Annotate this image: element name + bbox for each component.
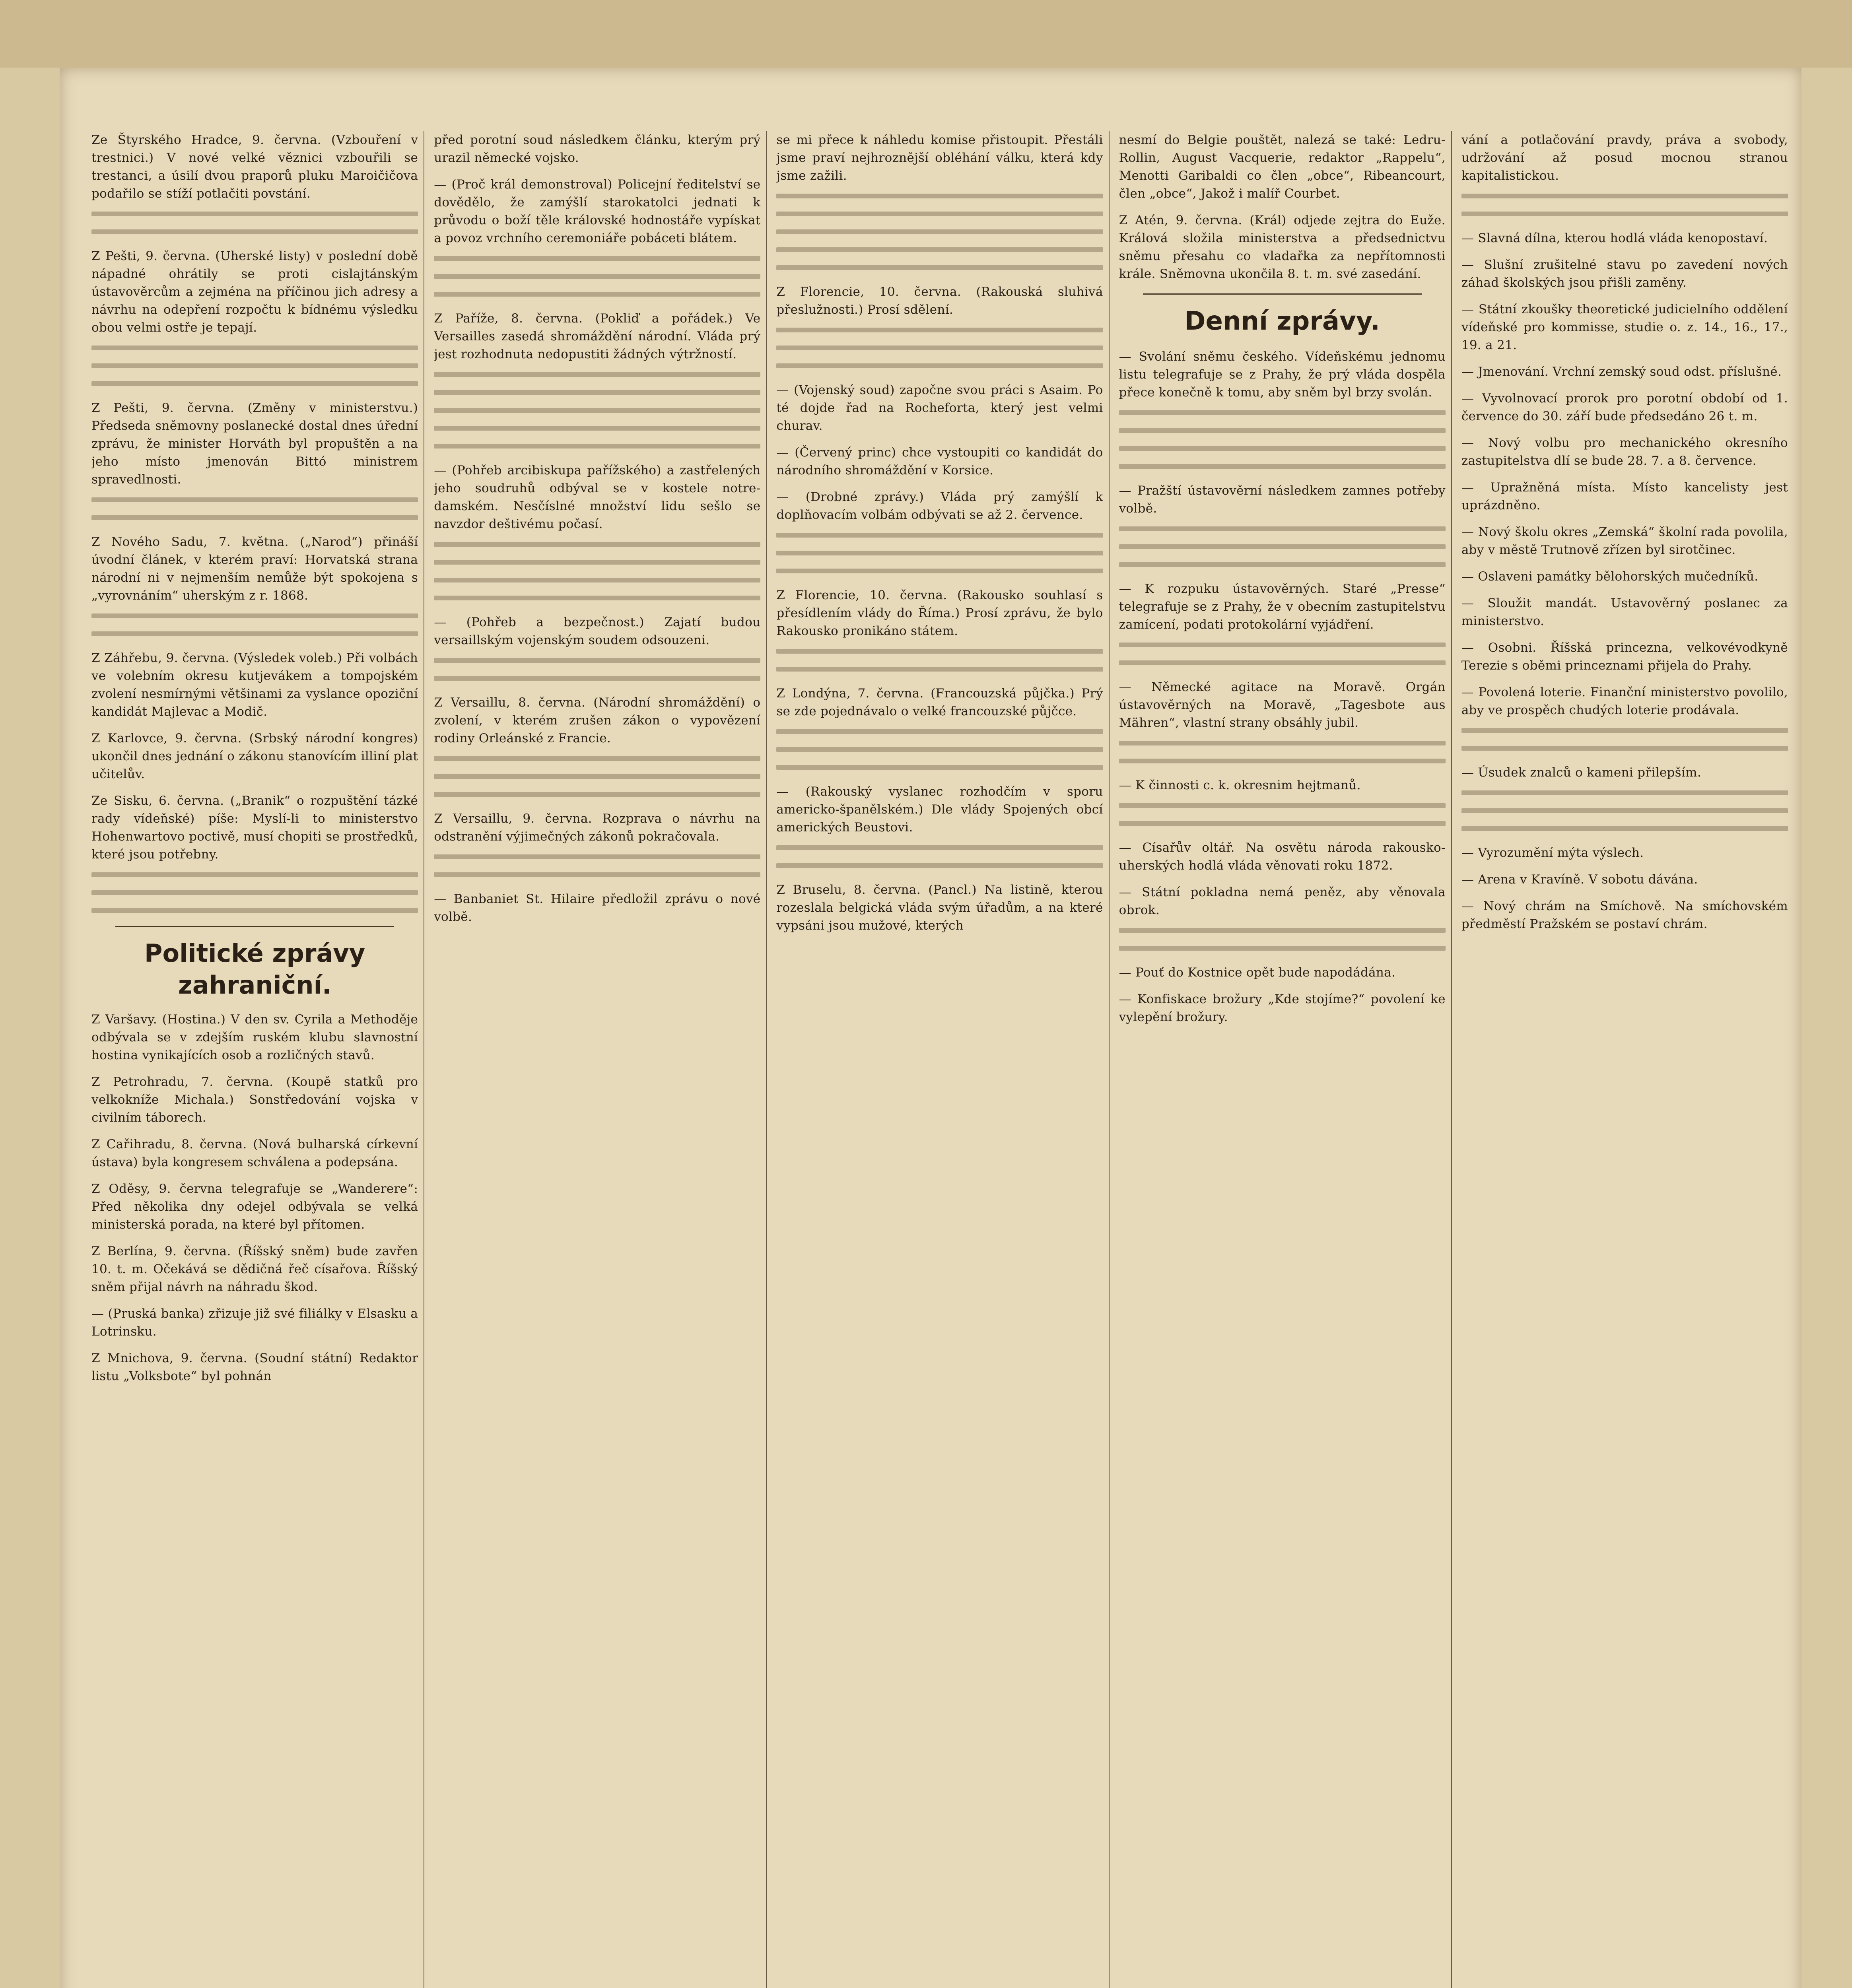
news-item: se mi přece k náhledu komise přistoupit. Přestáli jsme praví nejhroznější obléhání válku, která kdy jsme zažili. bbox=[776, 133, 1103, 183]
news-item: — Pouť do Kostnice opět bude napodádána. bbox=[1119, 965, 1396, 980]
text-line bbox=[434, 756, 760, 761]
text-line bbox=[91, 613, 418, 618]
news-item: — Konfiskace brožury „Kde stojíme?“ povolení ke vylepění brožury. bbox=[1119, 992, 1446, 1024]
text-line bbox=[1119, 464, 1446, 469]
news-item: Z Bruselu, 8. června. (Pancl.) Na listině, kterou rozeslala belgická vláda svým úřadům, a na které vypsáni jsou mužové, kterých bbox=[776, 883, 1103, 933]
text-line bbox=[434, 274, 760, 279]
newspaper-columns bbox=[91, 131, 1794, 1988]
text-line bbox=[776, 569, 1103, 573]
text-line bbox=[1119, 741, 1446, 746]
text-line bbox=[1461, 212, 1788, 216]
text-line bbox=[1461, 808, 1788, 813]
text-line bbox=[1461, 746, 1788, 751]
news-item: Z Versaillu, 8. června. (Národní shromáždění) o zvolení, v kterém zrušen zákon o vypovězení rodiny Orleánské z Francie. bbox=[434, 695, 761, 746]
text-line bbox=[1461, 194, 1788, 198]
text-line bbox=[434, 774, 760, 779]
news-item: — Císařův oltář. Na osvětu národa rakousko-uherských hodlá vláda věnovati roku 1872. bbox=[1119, 841, 1446, 873]
text-line bbox=[776, 533, 1103, 538]
text-line bbox=[1119, 928, 1446, 933]
news-item: — Arena v Kravíně. V sobotu dávána. bbox=[1461, 872, 1698, 887]
text-line bbox=[776, 194, 1103, 198]
news-item: — (Rakouský vyslanec rozhodčím v sporu americko-španělském.) Dle vlády Spojených obcí amerických Beustovi. bbox=[776, 784, 1103, 835]
text-line bbox=[434, 872, 760, 877]
text-line bbox=[434, 292, 760, 297]
news-item: Z Petrohradu, 7. června. (Koupě statků pro velkokníže Michala.) Sonstředování vojska v civilním táborech. bbox=[91, 1075, 418, 1125]
news-item: — Slavná dílna, kterou hodlá vláda kenopostaví. bbox=[1461, 231, 1768, 245]
column-5[interactable] bbox=[1461, 131, 1794, 1988]
text-line bbox=[1119, 410, 1446, 415]
news-item: Z Karlovce, 9. června. (Srbský národní kongres) ukončil dnes jednání o zákonu stanovícím illiní plat učitelův. bbox=[91, 731, 418, 781]
text-line bbox=[91, 363, 418, 368]
news-item: Z Mnichova, 9. června. (Soudní státní) Redaktor listu „Volksbote“ byl pohnán bbox=[91, 1351, 418, 1383]
text-line bbox=[434, 596, 760, 600]
text-line bbox=[434, 792, 760, 797]
column-2[interactable] bbox=[434, 131, 767, 1988]
section-divider bbox=[115, 926, 394, 927]
text-line bbox=[91, 497, 418, 502]
news-item: nesmí do Belgie pouštět, nalezá se také: Ledru-Rollin, August Vacquerie, redaktor „Rappelu“, Menotti Garibaldi co člen „obce“, Ribeancourt, člen „obce“, Jakož i malíř Courbet. bbox=[1119, 133, 1446, 201]
text-line bbox=[776, 212, 1103, 216]
news-item: — Německé agitace na Moravě. Orgán ústavověrných na Moravě, „Tagesbote aus Mähren“, vlastní strany obsáhly jubil. bbox=[1119, 680, 1446, 730]
text-line bbox=[434, 390, 760, 395]
text-line bbox=[776, 247, 1103, 252]
text-line bbox=[776, 667, 1103, 672]
text-line bbox=[776, 747, 1103, 752]
news-item: — Banbaniet St. Hilaire předložil zprávu o nové volbě. bbox=[434, 892, 761, 924]
news-item: — Nový volbu pro mechanického okresního zastupitelstva dlí se bude 28. 7. a 8. července. bbox=[1461, 436, 1788, 468]
text-line bbox=[1119, 803, 1446, 808]
text-line bbox=[434, 854, 760, 859]
text-line bbox=[776, 229, 1103, 234]
news-item: — Vyvolnovací prorok pro porotní období od 1. července do 30. září bude předsedáno 26 t. m. bbox=[1461, 391, 1788, 423]
text-line bbox=[91, 381, 418, 386]
news-item: Ze Štyrského Hradce, 9. června. (Vzbouření v trestnici.) V nové velké věznici vzbouřili se trestanci, a úsilí dvou praporů pluku Maroičičova podařilo se stíží potlačiti povstání. bbox=[91, 133, 418, 201]
news-item: — (Drobné zprávy.) Vláda prý zamýšlí k doplňovacím volbám odbývati se až 2. července. bbox=[776, 490, 1103, 522]
text-line bbox=[91, 872, 418, 877]
news-item: Z Cařihradu, 8. června. (Nová bulharská církevní ústava) byla kongresem schválena a podepsána. bbox=[91, 1137, 418, 1169]
news-item: — (Pohřeb arcibiskupa pařížského) a zastřelených jeho soudruhů odbýval se v kostele notre-damském. Nesčíslné množství lidu sešlo se navzdor deštivému počasí. bbox=[434, 463, 761, 531]
text-line bbox=[91, 631, 418, 636]
news-item: Z Nového Sadu, 7. května. („Narod“) přináší úvodní článek, v kterém praví: Horvatská strana národní ni v nejmenším nemůže být spokojena s „vyrovnáním“ uherským z r. 1868. bbox=[91, 535, 418, 603]
news-item: — (Červený princ) chce vystoupiti co kandidát do národního shromáždění v Korsice. bbox=[776, 445, 1103, 478]
section-divider bbox=[1143, 293, 1422, 295]
news-item: Z Pešti, 9. června. (Změny v ministerstvu.) Předseda sněmovny poslanecké dostal dnes úřední zprávu, že minister Horváth byl propuštěn a na jeho místo jmenován Bittó ministrem spravedlnosti. bbox=[91, 401, 418, 487]
text-line bbox=[1119, 526, 1446, 531]
text-line bbox=[1119, 562, 1446, 567]
text-line bbox=[776, 328, 1103, 332]
news-item: — (Proč král demonstroval) Policejní ředitelství se dovědělo, že zamýšlí starokatolci jednati k průvodu o boží těle královské hodnostáře vypískat a povoz vrchního ceremoniáře pobáceti blátem. bbox=[434, 177, 761, 245]
column-4[interactable] bbox=[1119, 131, 1452, 1988]
text-line bbox=[1119, 643, 1446, 647]
news-item: — Státní zkoušky theoretické judicielního oddělení vídeňské pro kommisse, studie o. z. 14., 16., 17., 19. a 21. bbox=[1461, 302, 1788, 352]
news-item: Z Oděsy, 9. června telegrafuje se „Wanderere“: Před několika dny odejel odbývala se velká ministerská porada, na které byl přítomen. bbox=[91, 1182, 418, 1232]
text-line bbox=[91, 515, 418, 520]
text-line bbox=[1119, 428, 1446, 433]
news-item: — Sloužit mandát. Ustavověrný poslanec za ministerstvo. bbox=[1461, 596, 1788, 628]
news-item: — Osobni. Říšská princezna, velkovévodkyně Terezie s oběmi princeznami přijela do Prahy. bbox=[1461, 641, 1788, 673]
news-item: — (Pohřeb a bezpečnost.) Zajatí budou versaillským vojenským soudem odsouzeni. bbox=[434, 615, 761, 647]
news-item: Z Londýna, 7. června. (Francouzská půjčka.) Prý se zde pojednávalo o velké francouzské půjčce. bbox=[776, 686, 1103, 718]
page-top-edge bbox=[0, 0, 1852, 68]
text-line bbox=[1119, 759, 1446, 763]
news-item: — K rozpuku ústavověrných. Staré „Presse“ telegrafuje se z Prahy, že v obecním zastupitelstvu zamícení, podati protokolární vyjádření. bbox=[1119, 582, 1446, 632]
news-item: — Jmenování. Vrchní zemský soud odst. příslušné. bbox=[1461, 365, 1782, 379]
news-item: vání a potlačování pravdy, práva a svobody, udržování až posud mocnou stranou kapitalistickou. bbox=[1461, 133, 1788, 183]
news-item: Z Pešti, 9. června. (Uherské listy) v poslední době nápadné ohrátily se proti cislajtánským ústavověrcům a zejména na příčinou jich adresy a návrhu na odepření rozpočtu k bídnému výsledku obou velmi ostře je tepají. bbox=[91, 249, 418, 335]
text-line bbox=[434, 256, 760, 261]
news-item: Z Paříže, 8. června. (Pokliď a pořádek.) Ve Versailles zasedá shromáždění národní. Vláda prý jest rozhodnuta nedopustiti žádných výtržností. bbox=[434, 311, 761, 361]
text-line bbox=[434, 578, 760, 582]
news-item: — Upražněná místa. Místo kancelisty jest uprázdněno. bbox=[1461, 480, 1788, 513]
text-line bbox=[434, 372, 760, 377]
news-item: Z Varšavy. (Hostina.) V den sv. Cyrila a Methoděje odbývala se v zdejším ruském klubu slavnostní hostina vynikajících osob a rozličných stavů. bbox=[91, 1012, 418, 1062]
news-item: Z Florencie, 10. června. (Rakousko souhlasí s přesídlením vlády do Říma.) Prosí zprávu, že bylo Rakousko pronikáno státem. bbox=[776, 588, 1103, 638]
text-line bbox=[91, 890, 418, 895]
text-line bbox=[434, 426, 760, 431]
text-line bbox=[91, 229, 418, 234]
news-item: — Vyrozumění mýta výslech. bbox=[1461, 846, 1644, 860]
text-line bbox=[1461, 826, 1788, 831]
news-item: — Svolání sněmu českého. Vídeňskému jednomu listu telegrafuje se z Prahy, že prý vláda dospěla přece konečně k tomu, aby sněm byl brzy svolán. bbox=[1119, 349, 1446, 400]
text-line bbox=[434, 560, 760, 565]
text-line bbox=[1119, 660, 1446, 665]
text-line bbox=[1461, 728, 1788, 733]
news-item: — Oslaveni památky bělohorských mučedníků. bbox=[1461, 569, 1759, 584]
news-item: — K činnosti c. k. okresnim hejtmanů. bbox=[1119, 778, 1361, 792]
text-line bbox=[1119, 446, 1446, 451]
text-line bbox=[776, 863, 1103, 868]
text-line bbox=[434, 444, 760, 448]
column-3[interactable] bbox=[776, 131, 1109, 1988]
text-line bbox=[434, 542, 760, 547]
news-item: Ze Sisku, 6. června. („Branik“ o rozpuštění tázké rady vídeňské) píše: Myslí-li to ministerstvo Hohenwartovo poctivě, musí chopiti se prostředků, které jsou potřebny. bbox=[91, 794, 418, 862]
text-line bbox=[91, 346, 418, 350]
text-line bbox=[1119, 821, 1446, 826]
text-line bbox=[776, 649, 1103, 654]
text-line bbox=[1119, 946, 1446, 951]
section-heading-foreign-news: Politické zprávy zahraniční. bbox=[144, 939, 365, 1000]
text-line bbox=[776, 265, 1103, 270]
text-line bbox=[776, 551, 1103, 555]
news-item: — (Pruská banka) zřizuje již své filiálky v Elsasku a Lotrinsku. bbox=[91, 1307, 418, 1339]
news-item: Z Atén, 9. června. (Král) odjede zejtra do Euže. Králová složila ministerstva a předsednictvu sněmu přesahu co vladařka za nepřítomnosti krále. Sněmovna ukončila 8. t. m. své zasedání. bbox=[1119, 213, 1446, 281]
text-line bbox=[776, 346, 1103, 350]
column-1[interactable] bbox=[91, 131, 424, 1988]
news-item: — Slušní zrušitelné stavu po zavedení nových záhad školských jsou přišli zaměny. bbox=[1461, 258, 1788, 290]
news-item: — Státní pokladna nemá peněz, aby věnovala obrok. bbox=[1119, 885, 1446, 917]
section-heading-daily-news: Denní zprávy. bbox=[1184, 307, 1380, 336]
text-line bbox=[91, 908, 418, 913]
news-item: před porotní soud následkem článku, kterým prý urazil německé vojsko. bbox=[434, 133, 761, 165]
text-line bbox=[91, 212, 418, 216]
text-line bbox=[776, 765, 1103, 770]
text-line bbox=[1119, 544, 1446, 549]
news-item: — Povolená loterie. Finanční ministerstvo povolilo, aby ve prospěch chudých loterie prodávala. bbox=[1461, 685, 1788, 717]
news-item: Z Florencie, 10. června. (Rakouská sluhivá přeslužnosti.) Prosí sdělení. bbox=[776, 285, 1103, 317]
news-item: Z Záhřebu, 9. června. (Výsledek voleb.) Při volbách ve volebním okresu kutjevákem a tompojském zvolení nesmírnými většinami za vyslance opoziční kandidát Majlevac a Modič. bbox=[91, 651, 418, 719]
text-line bbox=[776, 845, 1103, 850]
news-item: — Nový školu okres „Zemská“ školní rada povolila, aby v městě Trutnově zřízen byl sirotčinec. bbox=[1461, 525, 1788, 557]
news-item: — Nový chrám na Smíchově. Na smíchovském předměstí Pražském se postaví chrám. bbox=[1461, 899, 1788, 931]
text-line bbox=[434, 676, 760, 681]
news-item: — (Vojenský soud) započne svou práci s Asaim. Po té dojde řad na Rocheforta, který jest velmi churav. bbox=[776, 383, 1103, 433]
text-line bbox=[776, 363, 1103, 368]
news-item: — Pražští ústavověrní následkem zamnes potřeby volbě. bbox=[1119, 483, 1446, 516]
news-item: Z Versaillu, 9. června. Rozprava o návrhu na odstranění výjimečných zákonů pokračovala. bbox=[434, 812, 761, 844]
text-line bbox=[434, 658, 760, 663]
text-line bbox=[1461, 790, 1788, 795]
news-item: — Úsudek znalců o kameni přilepším. bbox=[1461, 765, 1701, 780]
text-line bbox=[776, 729, 1103, 734]
news-item: Z Berlína, 9. června. (Říšský sněm) bude zavřen 10. t. m. Očekává se dědičná řeč císařova. Říšský sněm přijal návrh na náhradu škod. bbox=[91, 1244, 418, 1294]
text-line bbox=[434, 408, 760, 413]
